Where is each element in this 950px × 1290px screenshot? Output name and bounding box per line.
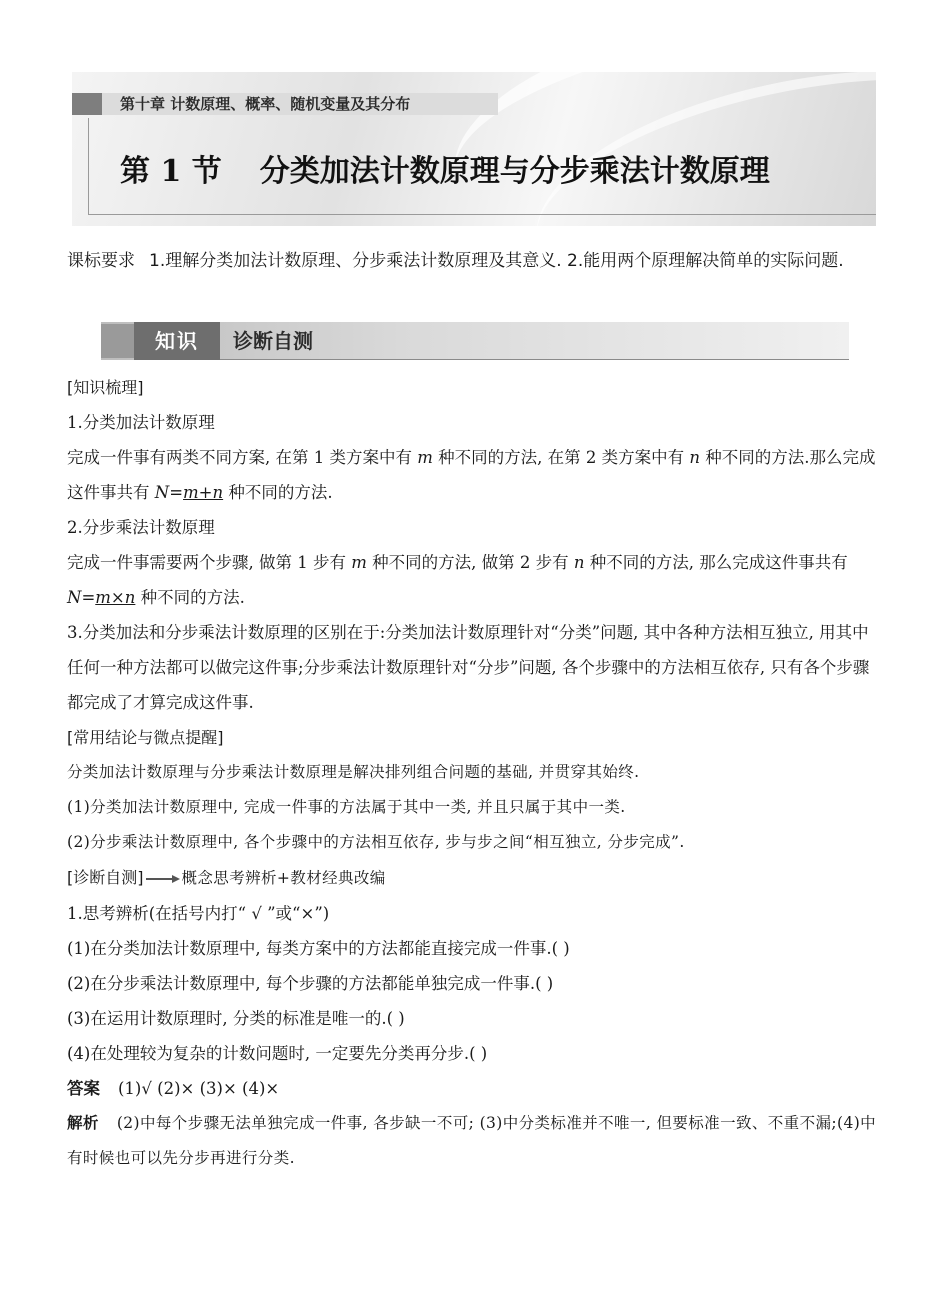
band-dark-block xyxy=(134,322,220,360)
principle-1-text xyxy=(67,440,882,510)
chapter-banner xyxy=(72,72,876,226)
section-title xyxy=(120,150,770,194)
main-content xyxy=(67,370,882,1176)
var-n: n xyxy=(689,448,700,467)
band-label: 诊断自测 xyxy=(233,329,313,353)
band-dark-label: 知识 xyxy=(155,329,199,353)
band-marker xyxy=(101,324,134,358)
principle-2-title: 2.分步乘法计数原理 xyxy=(67,518,215,537)
conclusion-2: (2)分步乘法计数原理中, 各个步骤中的方法相互依存, 步与步之间“相互独立, 分步完成”. xyxy=(67,833,685,851)
diagnosis-heading-row xyxy=(67,860,882,896)
answer-m-times-n: m×n xyxy=(95,588,136,607)
principle-2-text xyxy=(67,545,882,615)
principle-1-title: 1.分类加法计数原理 xyxy=(67,413,215,432)
var-n: n xyxy=(573,553,585,572)
chapter-marker xyxy=(72,93,102,115)
section-number: 第 1 节 xyxy=(120,154,222,189)
answer-row xyxy=(67,1071,882,1106)
var-N: N xyxy=(67,588,82,607)
answer-text: (1)√ (2)× (3)× (4)× xyxy=(118,1079,280,1098)
question-title: 1.思考辨析(在括号内打“ √ ”或“×”) xyxy=(67,904,330,923)
question-3: (3)在运用计数原理时, 分类的标准是唯一的.( ) xyxy=(67,1009,405,1028)
text-run: 种不同的方法, 那么完成这件事共有 xyxy=(584,553,848,572)
question-4: (4)在处理较为复杂的计数问题时, 一定要先分类再分步.( ) xyxy=(67,1044,488,1063)
answer-m-plus-n: m+n xyxy=(183,483,224,502)
analysis-row xyxy=(67,1106,882,1176)
chapter-title: 第十章 计数原理、概率、随机变量及其分布 xyxy=(120,95,411,113)
answer-label: 答案 xyxy=(67,1079,100,1098)
conclusion-1: (1)分类加法计数原理中, 完成一件事的方法属于其中一类, 并且只属于其中一类. xyxy=(67,798,626,816)
diagnosis-subtitle: 概念思考辨析+教材经典改编 xyxy=(181,869,386,887)
question-2: (2)在分步乘法计数原理中, 每个步骤的方法都能单独完成一件事.( ) xyxy=(67,974,554,993)
curriculum-requirement xyxy=(67,244,882,279)
diagnosis-heading: [诊断自测] xyxy=(67,868,144,887)
analysis-text: (2)中每个步骤无法单独完成一件事, 各步缺一不可; (3)中分类标准并不唯一, 但要标准一致、不重不漏;(4)中有时候也可以先分步再进行分类. xyxy=(67,1114,877,1167)
section-band xyxy=(101,322,849,360)
conclusions-intro: 分类加法计数原理与分步乘法计数原理是解决排列组合问题的基础, 并贯穿其始终. xyxy=(67,763,640,781)
equals-sign: = xyxy=(169,483,184,502)
principle-3-text: 3.分类加法和分步乘法计数原理的区别在于:分类加法计数原理针对“分类”问题, 其中各种方法相互独立, 用其中任何一种方法都可以做完这件事;分步乘法计数原理针对“分步”问题, 各个步骤中的方法相互依存, 只有各个步骤都完成了才算完成这件事. xyxy=(67,623,870,712)
requirement-text: 1.理解分类加法计数原理、分步乘法计数原理及其意义. 2.能用两个原理解决简单的实际问题. xyxy=(149,251,844,271)
var-m: m xyxy=(351,553,367,572)
arrow-right-icon xyxy=(146,875,180,883)
section-name: 分类加法计数原理与分步乘法计数原理 xyxy=(259,154,770,189)
requirement-label: 课标要求 xyxy=(67,251,135,271)
text-run: 种不同的方法. xyxy=(223,483,333,502)
question-1: (1)在分类加法计数原理中, 每类方案中的方法都能直接完成一件事.( ) xyxy=(67,939,570,958)
band-underline xyxy=(220,359,849,360)
text-run: 种不同的方法, 在第 2 类方案中有 xyxy=(432,448,690,467)
text-run: 完成一件事需要两个步骤, 做第 1 步有 xyxy=(67,553,352,572)
knowledge-heading: [知识梳理] xyxy=(67,378,144,397)
text-run: 种不同的方法. xyxy=(135,588,245,607)
conclusions-heading: [常用结论与微点提醒] xyxy=(67,728,224,747)
equals-sign: = xyxy=(81,588,96,607)
text-run: 完成一件事有两类不同方案, 在第 1 类方案中有 xyxy=(67,448,418,467)
var-N: N xyxy=(154,483,170,502)
text-run: 种不同的方法.那么完成这件事共有 xyxy=(67,448,876,502)
text-run: 种不同的方法, 做第 2 步有 xyxy=(366,553,574,572)
analysis-label: 解析 xyxy=(67,1114,99,1132)
var-m: m xyxy=(417,448,433,467)
